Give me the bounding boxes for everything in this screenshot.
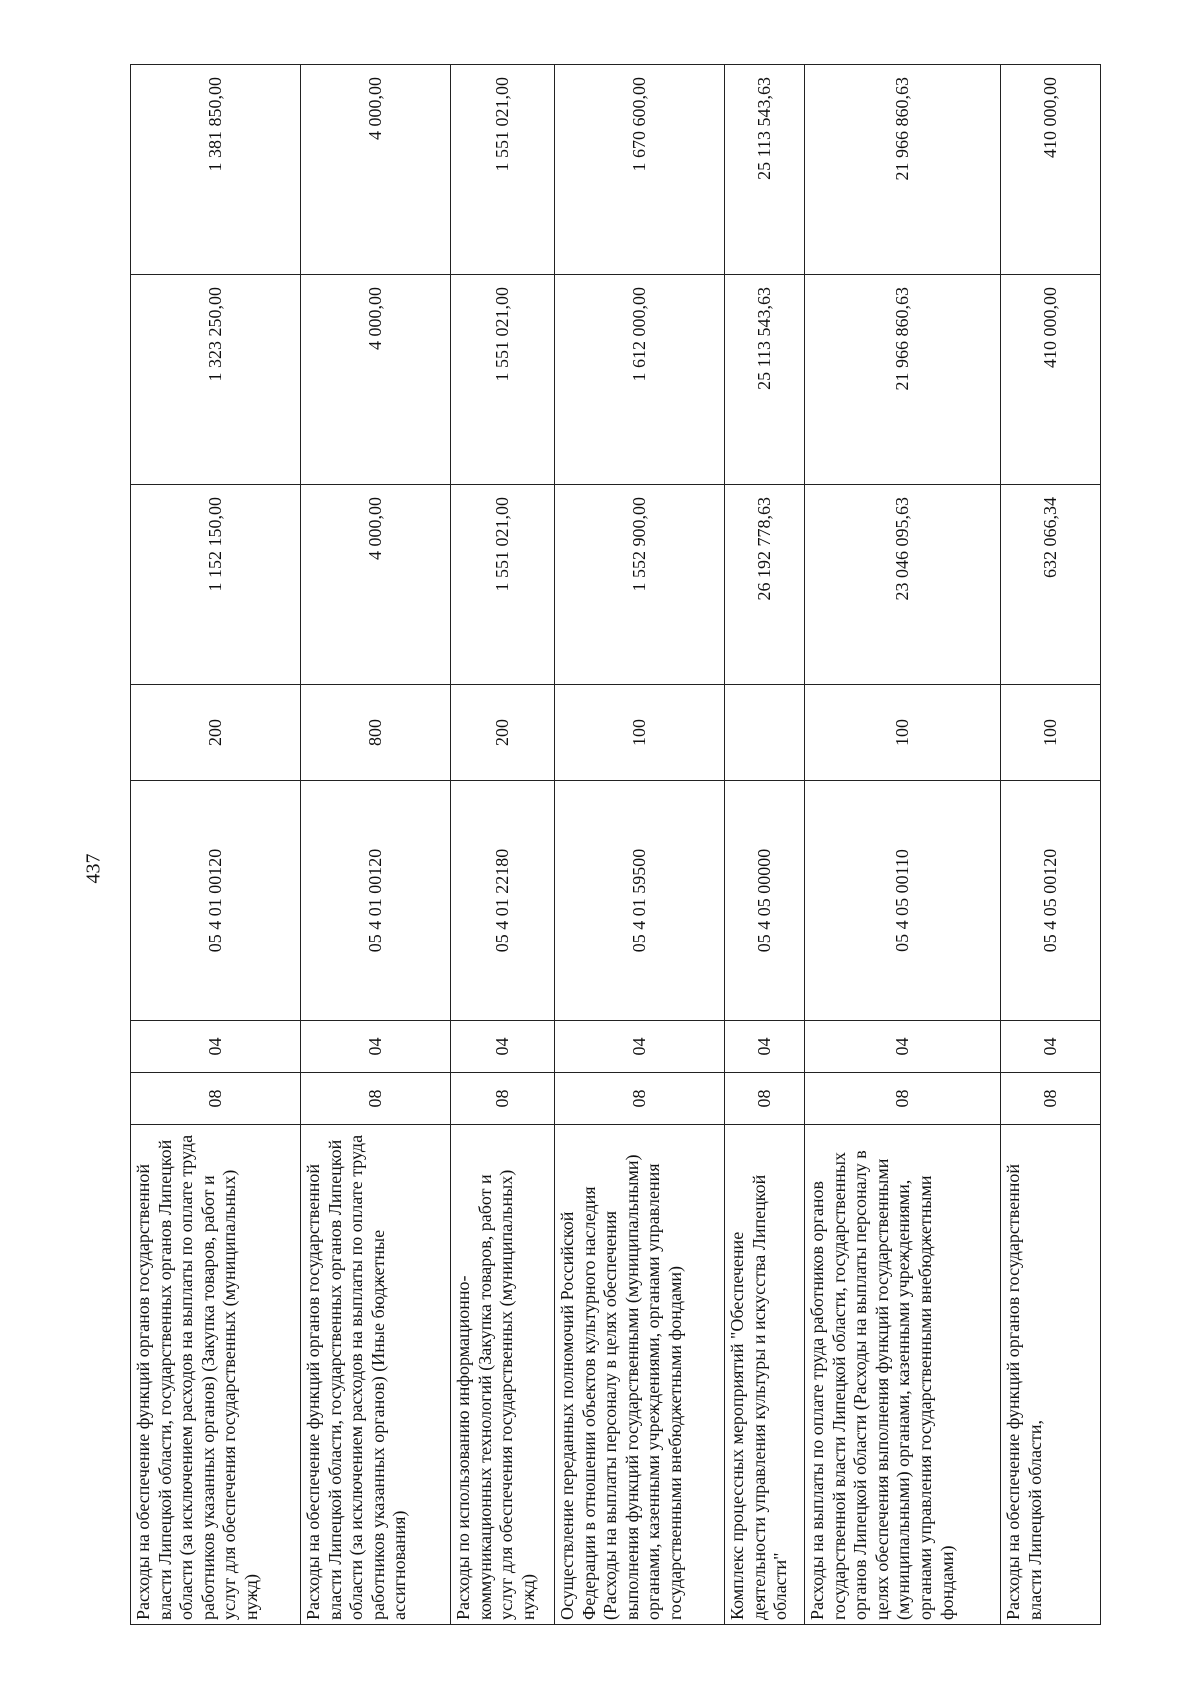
- section-code: 08: [301, 1073, 451, 1125]
- table-row: [301, 65, 451, 1625]
- amount-year-2: 1 612 000,00: [555, 275, 725, 485]
- amount-year-3: 4 000,00: [301, 65, 451, 275]
- table-row: [725, 65, 805, 1625]
- section-code: 08: [1001, 1073, 1101, 1125]
- amount-year-2: 25 113 543,63: [725, 275, 805, 485]
- subsection-code: 04: [555, 1021, 725, 1073]
- amount-year-1: 4 000,00: [301, 485, 451, 685]
- expense-type-code: 200: [131, 685, 301, 781]
- expense-type-code: 100: [1001, 685, 1101, 781]
- table-row: [555, 65, 725, 1625]
- section-code: 08: [131, 1073, 301, 1125]
- row-description: Расходы по использованию информационно-коммуникационных технологий (Закупка товаров, работ и услуг для обеспечения государственных (муниципальных) нужд): [451, 1125, 555, 1625]
- amount-year-3: 1 381 850,00: [131, 65, 301, 275]
- section-code: 08: [451, 1073, 555, 1125]
- expense-type-code: 100: [805, 685, 1001, 781]
- amount-year-1: 1 551 021,00: [451, 485, 555, 685]
- amount-year-3: 25 113 543,63: [725, 65, 805, 275]
- row-description: Расходы на обеспечение функций органов государственной власти Липецкой области, государственных органов Липецкой области (за исключением расходов на выплаты по оплате труда работников указанных органов) (Иные бюджетные ассигнования): [301, 1125, 451, 1625]
- table-row: [451, 65, 555, 1625]
- amount-year-1: 1 552 900,00: [555, 485, 725, 685]
- subsection-code: 04: [805, 1021, 1001, 1073]
- amount-year-2: 4 000,00: [301, 275, 451, 485]
- expense-type-code: [725, 685, 805, 781]
- target-article-code: 05 4 01 00120: [301, 781, 451, 1021]
- amount-year-3: 1 551 021,00: [451, 65, 555, 275]
- expense-type-code: 200: [451, 685, 555, 781]
- amount-year-1: 1 152 150,00: [131, 485, 301, 685]
- page-number-text: 437: [82, 853, 105, 883]
- section-code: 08: [805, 1073, 1001, 1125]
- amount-year-1: 26 192 778,63: [725, 485, 805, 685]
- amount-year-3: 1 670 600,00: [555, 65, 725, 275]
- target-article-code: 05 4 01 59500: [555, 781, 725, 1021]
- target-article-code: 05 4 01 00120: [131, 781, 301, 1021]
- target-article-code: 05 4 05 00120: [1001, 781, 1101, 1021]
- expense-type-code: 100: [555, 685, 725, 781]
- section-code: 08: [555, 1073, 725, 1125]
- table-row: [131, 65, 301, 1625]
- row-description: Расходы на обеспечение функций органов государственной власти Липецкой области,: [1001, 1125, 1101, 1625]
- target-article-code: 05 4 05 00110: [805, 781, 1001, 1021]
- target-article-code: 05 4 01 22180: [451, 781, 555, 1021]
- budget-table-container: [130, 65, 1100, 1625]
- section-code: 08: [725, 1073, 805, 1125]
- amount-year-2: 410 000,00: [1001, 275, 1101, 485]
- amount-year-2: 1 323 250,00: [131, 275, 301, 485]
- amount-year-3: 410 000,00: [1001, 65, 1101, 275]
- amount-year-1: 23 046 095,63: [805, 485, 1001, 685]
- amount-year-2: 1 551 021,00: [451, 275, 555, 485]
- table-row: [1001, 65, 1101, 1625]
- page-number: [82, 846, 106, 890]
- row-description: Комплекс процессных мероприятий "Обеспечение деятельности управления культуры и искусства Липецкой области": [725, 1125, 805, 1625]
- subsection-code: 04: [301, 1021, 451, 1073]
- subsection-code: 04: [725, 1021, 805, 1073]
- row-description: Расходы на обеспечение функций органов государственной власти Липецкой области, государственных органов Липецкой области (за исключением расходов на выплаты по оплате труда работников указанных органов) (Закупка товаров, работ и услуг для обеспечения государственных (муниципальных) нужд): [131, 1125, 301, 1625]
- subsection-code: 04: [1001, 1021, 1101, 1073]
- subsection-code: 04: [451, 1021, 555, 1073]
- expense-type-code: 800: [301, 685, 451, 781]
- amount-year-3: 21 966 860,63: [805, 65, 1001, 275]
- subsection-code: 04: [131, 1021, 301, 1073]
- target-article-code: 05 4 05 00000: [725, 781, 805, 1021]
- amount-year-1: 632 066,34: [1001, 485, 1101, 685]
- amount-year-2: 21 966 860,63: [805, 275, 1001, 485]
- row-description: Расходы на выплаты по оплате труда работников органов государственной власти Липецкой области, государственных органов Липецкой области (Расходы на выплаты персоналу в целях обеспечения выполнения функций государственными (муниципальными) органами, казенными учреждениями, органами управления государственными внебюджетными фондами): [805, 1125, 1001, 1625]
- table-row: [805, 65, 1001, 1625]
- row-description: Осуществление переданных полномочий Российской Федерации в отношении объектов культурного наследия (Расходы на выплаты персоналу в целях обеспечения выполнения функций государственными (муниципальными) органами, казенными учреждениями, органами управления государственными внебюджетными фондами): [555, 1125, 725, 1625]
- budget-table: [130, 64, 1101, 1625]
